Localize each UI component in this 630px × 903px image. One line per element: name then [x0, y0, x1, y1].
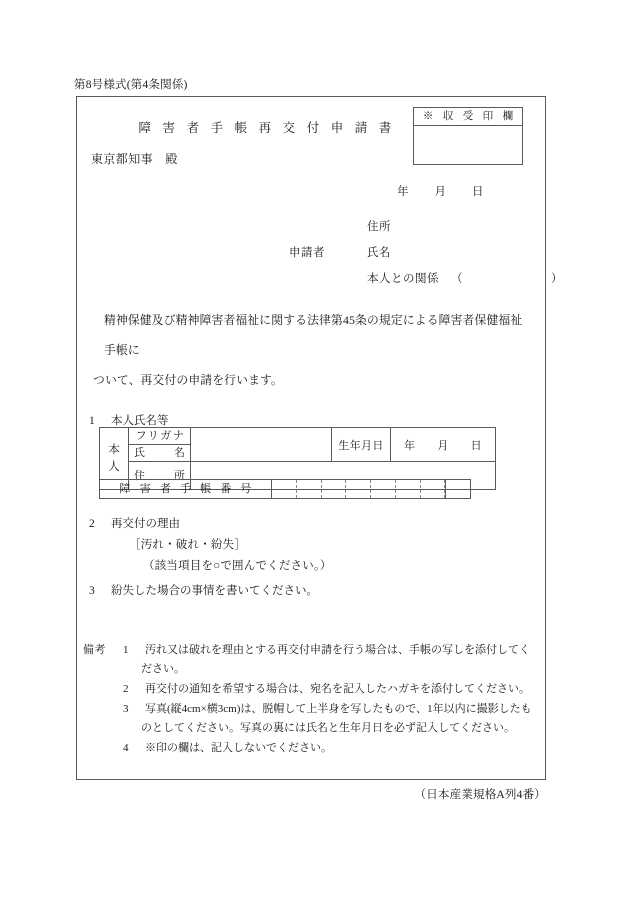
date-month-label: 月 [434, 186, 446, 198]
applicant-name-label: 氏名 [367, 247, 391, 259]
section-1-title: 本人氏名等 [111, 415, 169, 427]
note-item [123, 739, 541, 758]
notebook-digit-cell[interactable] [346, 480, 371, 498]
person-label-char-2: 人 [108, 460, 120, 473]
note-text-continuation: のとしてください。写真の裏には氏名と生年月日を必ず記入してください。 [141, 722, 515, 734]
note-number: 4 [123, 742, 129, 754]
notebook-digit-cell[interactable] [371, 480, 396, 498]
section-2-number: 2 [89, 518, 95, 530]
table-cell-furigana-label [129, 428, 191, 445]
section-2-heading [89, 514, 332, 535]
dob-input[interactable] [391, 428, 496, 462]
notebook-digit-cell[interactable] [445, 480, 470, 498]
section-2-instruction: （該当項目を○で囲んでください。） [143, 560, 332, 572]
date-year-label: 年 [397, 186, 409, 198]
address-label-left: 住 [134, 469, 145, 482]
applicant-address-label: 住所 [367, 221, 391, 233]
note-text: 汚れ又は破れを理由とする再交付申請を行う場合は、手帳の写しを添付してく [145, 644, 530, 656]
footer-note: （日本産業規格A列4番） [414, 789, 546, 801]
name-label-right: 名 [174, 447, 185, 459]
dob-day-label: 日 [470, 439, 482, 452]
note-number: 1 [123, 644, 129, 656]
notes-body [83, 641, 541, 758]
applicant-tag: 申請者 [289, 247, 325, 259]
notebook-digit-cell[interactable] [272, 480, 297, 498]
applicant-relation-group [367, 266, 563, 292]
section-3 [89, 582, 318, 598]
section-3-title: 紛失した場合の事情を書いてください。 [111, 585, 318, 597]
name-label-left: 氏 [134, 447, 145, 459]
note-text: ※印の欄は、記入しないでください。 [145, 742, 332, 754]
furigana-label-text: フリガナ [135, 430, 186, 442]
furigana-name-input[interactable] [191, 428, 332, 462]
section-2-title: 再交付の理由 [111, 518, 180, 530]
body-paragraph [93, 305, 533, 395]
notebook-number-row [99, 479, 471, 499]
form-number: 第8号様式(第4条関係) [74, 79, 188, 91]
section-3-number: 3 [89, 585, 95, 597]
note-text: 写真(縦4cm×横3cm)は、脱帽して上半身を写したもので、1年以内に撮影したも [145, 703, 532, 715]
applicant-relation-label: 本人との関係 [367, 273, 439, 285]
notes-section [83, 641, 541, 759]
form-page-frame [76, 96, 563, 780]
receipt-stamp-box-body [414, 126, 522, 165]
section-2 [89, 514, 332, 577]
notebook-number-label: 障 害 者 手 帳 番 号 [100, 480, 272, 498]
date-day-label: 日 [472, 186, 484, 198]
page-title: 障 害 者 手 帳 再 交 付 申 請 書 [138, 121, 396, 135]
notebook-digit-cell[interactable] [396, 480, 421, 498]
section-1-number: 1 [89, 415, 95, 427]
body-paragraph-line-2: ついて、再交付の申請を行います。 [93, 373, 283, 387]
date-line [397, 183, 484, 199]
note-text: 再交付の通知を希望する場合は、宛名を記入したハガキを添付してください。 [145, 683, 530, 695]
note-text-continuation: ださい。 [141, 663, 185, 675]
relation-paren-close: ） [551, 273, 563, 285]
receipt-stamp-box [413, 107, 523, 165]
notebook-digit-cell[interactable] [421, 480, 446, 498]
notebook-digit-cell[interactable] [297, 480, 322, 498]
name-label-group [134, 446, 185, 460]
table-cell-dob-label: 生年月日 [332, 428, 391, 462]
note-item [123, 680, 541, 699]
dob-year-label: 年 [404, 439, 416, 452]
dob-month-label: 月 [437, 439, 449, 452]
person-label-char-1: 本 [108, 443, 120, 456]
table-row-furigana [100, 428, 496, 445]
notes-title: 備考 [83, 644, 106, 656]
note-number: 3 [123, 703, 129, 715]
note-number: 2 [123, 683, 129, 695]
table-cell-name-label [129, 445, 191, 462]
relation-paren-open: （ [451, 273, 463, 285]
address-label-right: 所 [174, 469, 185, 482]
section-1-heading [89, 412, 169, 428]
note-item [123, 641, 541, 679]
note-item [123, 700, 541, 738]
notebook-number-cells [272, 480, 470, 498]
body-paragraph-line-1: 精神保健及び精神障害者福祉に関する法律第45条の規定による障害者保健福祉手帳に [104, 313, 523, 357]
section-2-reasons[interactable]: ［汚れ・破れ・紛失］ [129, 539, 246, 551]
notebook-digit-cell[interactable] [322, 480, 347, 498]
addressee-line: 東京都知事 殿 [91, 152, 178, 166]
receipt-stamp-box-header: ※ 収 受 印 欄 [414, 108, 522, 126]
